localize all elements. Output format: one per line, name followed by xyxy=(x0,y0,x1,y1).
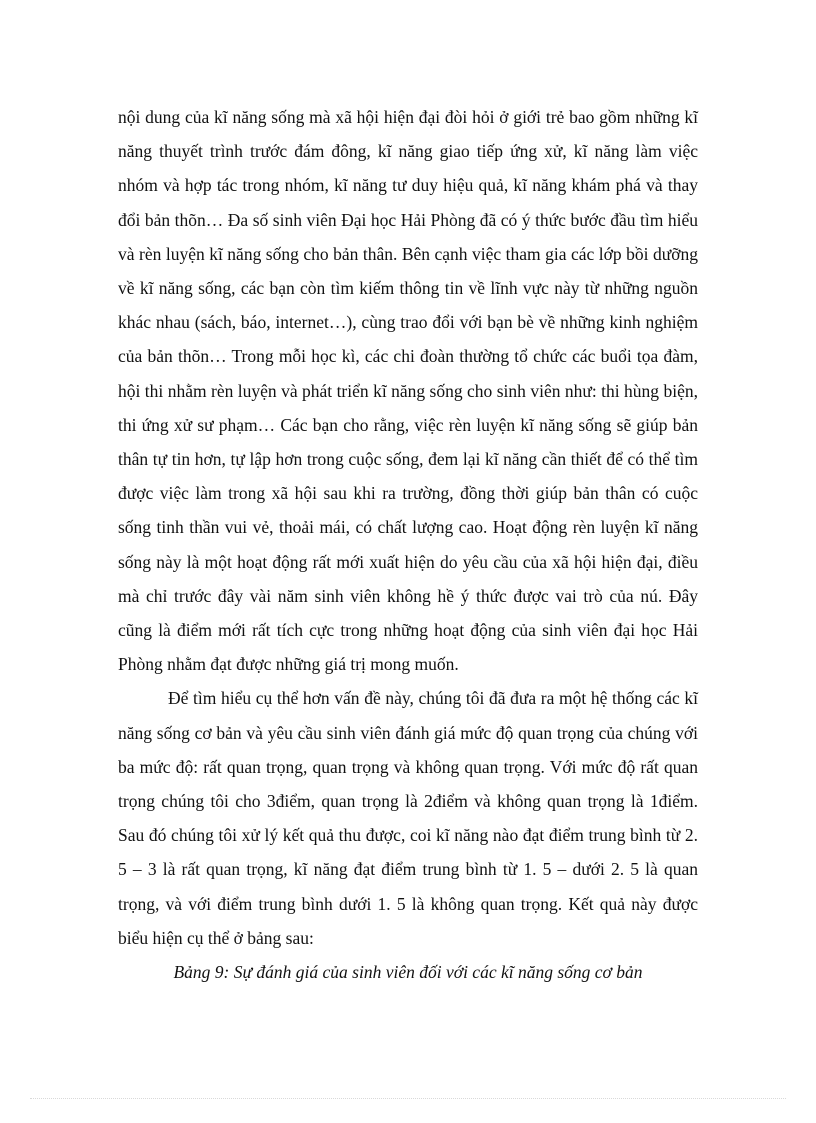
page-bottom-divider xyxy=(30,1098,786,1099)
document-body xyxy=(118,100,698,989)
body-paragraph-1: nội dung của kĩ năng sống mà xã hội hiện đại đòi hỏi ở giới trẻ bao gồm những kĩ năng thuyết trình trước đám đông, kĩ năng giao tiếp ứng xử, kĩ năng làm việc nhóm và hợp tác trong nhóm, kĩ năng tư duy hiệu quả, kĩ năng khám phá và thay đổi bản thõn… Đa số sinh viên Đại học Hải Phòng đã có ý thức bước đầu tìm hiểu và rèn luyện kĩ năng sống cho bản thân. Bên cạnh việc tham gia các lớp bồi dưỡng về kĩ năng sống, các bạn còn tìm kiếm thông tin về lĩnh vực này từ những nguồn khác nhau (sách, báo, internet…), cùng trao đổi với bạn bè về những kinh nghiệm của bản thõn… Trong mỗi học kì, các chi đoàn thường tổ chức các buổi tọa đàm, hội thi nhằm rèn luyện và phát triển kĩ năng sống cho sinh viên như: thi hùng biện, thi ứng xử sư phạm… Các bạn cho rằng, việc rèn luyện kĩ năng sống sẽ giúp bản thân tự tin hơn, tự lập hơn trong cuộc sống, đem lại kĩ năng cần thiết để có thể tìm được việc làm trong xã hội sau khi ra trường, đồng thời giúp bản thân có cuộc sống tinh thần vui vẻ, thoải mái, có chất lượng cao. Hoạt động rèn luyện kĩ năng sống này là một hoạt động rất mới xuất hiện do yêu cầu của xã hội hiện đại, điều mà chỉ trước đây vài năm sinh viên không hề ý thức được vai trò của nú. Đây cũng là điểm mới rất tích cực trong những hoạt động của sinh viên đại học Hải Phòng nhằm đạt được những giá trị mong muốn. xyxy=(118,107,698,675)
table-caption: Bảng 9: Sự đánh giá của sinh viên đối với các kĩ năng sống cơ bản xyxy=(173,962,643,983)
body-paragraph-2: Để tìm hiểu cụ thể hơn vấn đề này, chúng tôi đã đưa ra một hệ thống các kĩ năng sống cơ bản và yêu cầu sinh viên đánh giá mức độ quan trọng của chúng với ba mức độ: rất quan trọng, quan trọng và không quan trọng. Với mức độ rất quan trọng chúng tôi cho 3điểm, quan trọng là 2điểm và không quan trọng là 1điểm. Sau đó chúng tôi xử lý kết quả thu được, coi kĩ năng nào đạt điểm trung bình từ 2. 5 – 3 là rất quan trọng, kĩ năng đạt điểm trung bình từ 1. 5 – dưới 2. 5 là quan trọng, và với điểm trung bình dưới 1. 5 là không quan trọng. Kết quả này được biểu hiện cụ thể ở bảng sau: xyxy=(118,688,698,948)
